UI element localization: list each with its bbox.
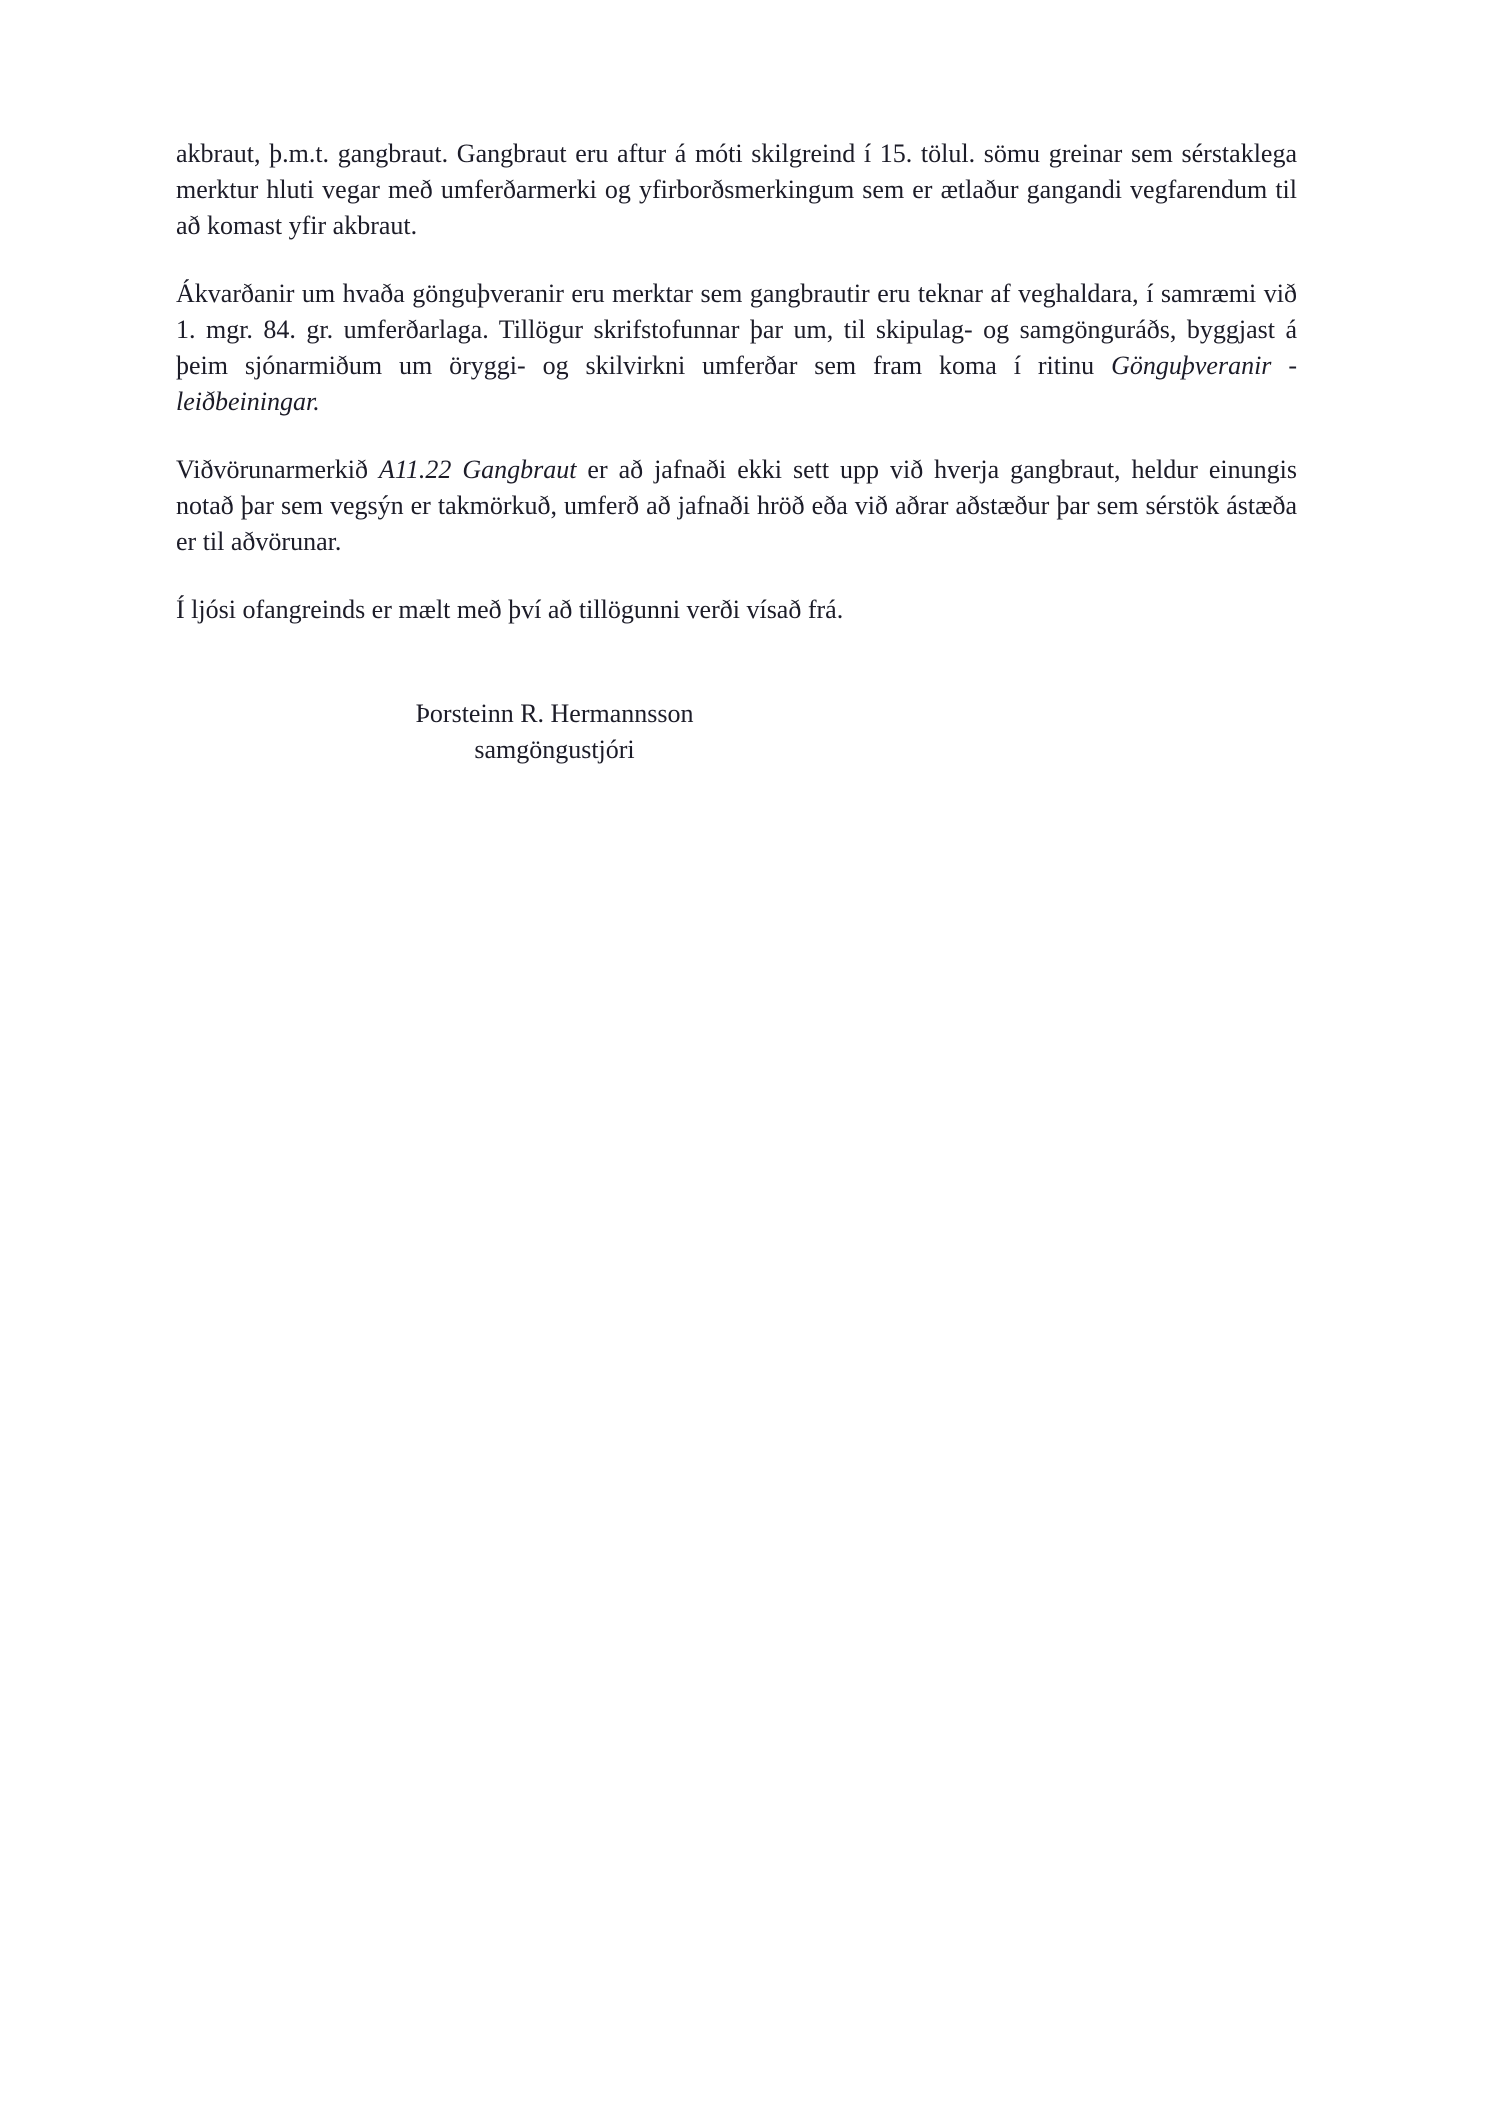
text-run: akbraut, þ.m.t. gangbraut. Gangbraut eru aftur á móti skilgreind í 15. tölul. sömu greinar sem sérstaklega merktur hluti vegar með umferðarmerki og yfirborðsmerkingum sem er ætlaður gangandi vegfarendum til að komast yfir akbraut. — [176, 139, 1297, 240]
paragraphs — [176, 136, 1297, 628]
paragraph — [176, 276, 1297, 420]
signature-name: Þorsteinn R. Hermannsson — [415, 699, 694, 728]
signature-block — [176, 696, 933, 768]
document-body — [176, 136, 1297, 768]
text-run: er að jafnaði ekki sett upp við hverja gangbraut, heldur einungis notað þar sem vegsýn er takmörkuð, umferð að jafnaði hröð eða við aðrar aðstæður þar sem sérstök ástæða er til aðvörunar. — [176, 455, 1297, 556]
paragraph — [176, 592, 1297, 628]
text-run: Viðvörunarmerkið — [176, 455, 379, 484]
italic-text-run: Gönguþveranir - leiðbeiningar. — [176, 351, 1297, 416]
text-run: Í ljósi ofangreinds er mælt með því að tillögunni verði vísað frá. — [176, 595, 844, 624]
text-run: Ákvarðanir um hvaða gönguþveranir eru merktar sem gangbrautir eru teknar af veghaldara, í samræmi við 1. mgr. 84. gr. umferðarlaga. Tillögur skrifstofunnar þar um, til skipulag- og samgönguráðs, byggjast á þeim sjónarmiðum um öryggi- og skilvirkni umferðar sem fram koma í ritinu — [176, 279, 1297, 380]
paragraph — [176, 452, 1297, 560]
italic-text-run: A11.22 Gangbraut — [378, 455, 577, 484]
paragraph — [176, 136, 1297, 244]
signature-title: samgöngustjóri — [474, 735, 635, 764]
